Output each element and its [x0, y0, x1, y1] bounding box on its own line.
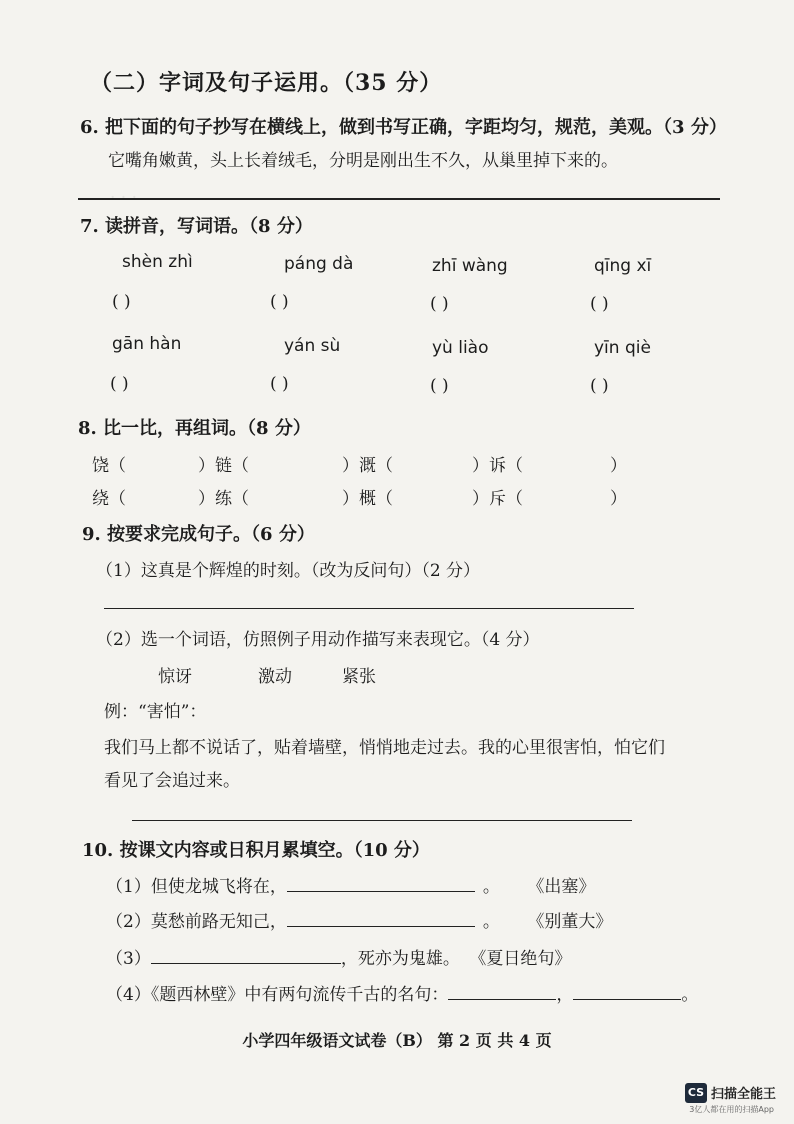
scanner-app-name: 扫描全能王: [710, 1087, 776, 1102]
q8-r1-c3[interactable]: ）溉（: [342, 456, 393, 476]
scanner-app-tagline: 3亿人都在用的扫描App: [689, 1105, 774, 1114]
q7-blank-3[interactable]: ( ): [430, 294, 449, 314]
q8-r2-c5[interactable]: ）: [610, 489, 627, 509]
q9-part2: （2）选一个词语，仿照例子用动作描写来表现它。（4 分）: [96, 630, 540, 650]
q7-blank-2[interactable]: ( ): [270, 292, 289, 312]
q7-blank-6[interactable]: ( ): [270, 374, 289, 394]
q9-example-line1: 我们马上都不说话了，贴着墙壁，悄悄地走过去。我的心里很害怕，怕它们: [104, 738, 665, 758]
q8-r1-c4[interactable]: ）诉（: [472, 456, 523, 476]
page-footer: 小学四年级语文试卷（B） 第 2 页 共 4 页: [242, 1031, 552, 1050]
cs-logo-icon: CS: [685, 1083, 707, 1103]
q10-item3-tail: ，死亦为鬼雄。: [340, 949, 460, 969]
q9-answer-line-2[interactable]: [132, 820, 632, 821]
q9-word-3: 紧张: [342, 667, 376, 687]
q9-answer-line-1[interactable]: [104, 608, 634, 609]
q10-item3-text: （3）: [106, 949, 151, 969]
pinyin-yansu: yán sù: [284, 336, 341, 356]
q10-item3-source: 《夏日绝句》: [477, 949, 572, 969]
q10-item2-blank[interactable]: [287, 908, 475, 927]
q9-example-line2: 看见了会追过来。: [104, 771, 240, 791]
pinyin-yinqie: yīn qiè: [594, 338, 651, 358]
q7-blank-4[interactable]: ( ): [590, 294, 609, 314]
q7-prompt: 7. 读拼音，写词语。（8 分）: [80, 216, 313, 237]
q10-item4-text: （4）《题西林壁》中有两句流传千古的名句：: [106, 985, 449, 1005]
q10-prompt: 10. 按课文内容或日积月累填空。（10 分）: [82, 840, 430, 861]
q7-blank-7[interactable]: ( ): [430, 376, 449, 396]
q10-item3: [106, 944, 571, 969]
q9-prompt: 9. 按要求完成句子。（6 分）: [82, 524, 315, 545]
q8-prompt: 8. 比一比，再组词。（8 分）: [78, 418, 311, 439]
pinyin-shenzhi: shèn zhì: [122, 252, 193, 272]
scanner-logo: [685, 1082, 776, 1103]
q9-example-label: 例：“害怕”：: [104, 702, 207, 722]
q8-r2-c1: 绕（: [92, 489, 126, 509]
section-title: （二）字词及句子运用。（35 分）: [90, 70, 443, 96]
q10-item1: [106, 872, 595, 897]
q10-item3-blank[interactable]: [151, 945, 341, 964]
q10-item1-period: 。: [482, 877, 500, 897]
q9-word-1: 惊讶: [158, 667, 192, 687]
q8-r1-c2[interactable]: ）链（: [198, 456, 249, 476]
pinyin-ganhan: gān hàn: [112, 334, 182, 354]
q9-part1: （1）这真是个辉煌的时刻。（改为反问句）（2 分）: [96, 561, 481, 581]
q8-r1-c5[interactable]: ）: [610, 456, 627, 476]
q7-blank-1[interactable]: ( ): [112, 292, 131, 312]
q8-r2-c4[interactable]: ）斥（: [472, 489, 523, 509]
q7-blank-8[interactable]: ( ): [590, 376, 609, 396]
q10-item4: [106, 980, 698, 1005]
pinyin-pangda: páng dà: [284, 254, 354, 274]
q10-item4-period: 。: [681, 985, 699, 1005]
q6-writing-line[interactable]: [78, 198, 720, 200]
q6-prompt: 6. 把下面的句子抄写在横线上，做到书写正确，字距均匀，规范，美观。（3 分）: [80, 117, 727, 138]
q10-item4-blank-2[interactable]: [573, 981, 681, 1000]
q10-item1-blank[interactable]: [287, 873, 475, 892]
q10-item1-text: （1）但使龙城飞将在，: [106, 877, 287, 897]
q10-item2-period: 。: [482, 912, 500, 932]
q8-r2-c2[interactable]: ）练（: [198, 489, 249, 509]
q10-item4-comma: ，: [556, 985, 574, 1005]
q8-r1-c1: 饶（: [92, 456, 126, 476]
q10-item2-text: （2）莫愁前路无知己，: [106, 912, 287, 932]
pinyin-zhiwang: zhī wàng: [432, 256, 508, 276]
q9-word-2: 激动: [258, 667, 292, 687]
q10-item2: [106, 907, 612, 932]
q6-sentence: 它嘴角嫩黄，头上长着绒毛，分明是刚出生不久，从巢里掉下来的。: [108, 151, 618, 171]
pinyin-qingxi: qīng xī: [594, 256, 652, 276]
q10-item1-source: 《出塞》: [535, 877, 596, 897]
pinyin-yuliao: yù liào: [432, 338, 489, 358]
q7-blank-5[interactable]: ( ): [110, 374, 129, 394]
q10-item4-blank-1[interactable]: [448, 981, 556, 1000]
q10-item2-source: 《别董大》: [535, 912, 613, 932]
bleed-through-text: · · ·: [110, 188, 138, 208]
q8-r2-c3[interactable]: ）概（: [342, 489, 393, 509]
